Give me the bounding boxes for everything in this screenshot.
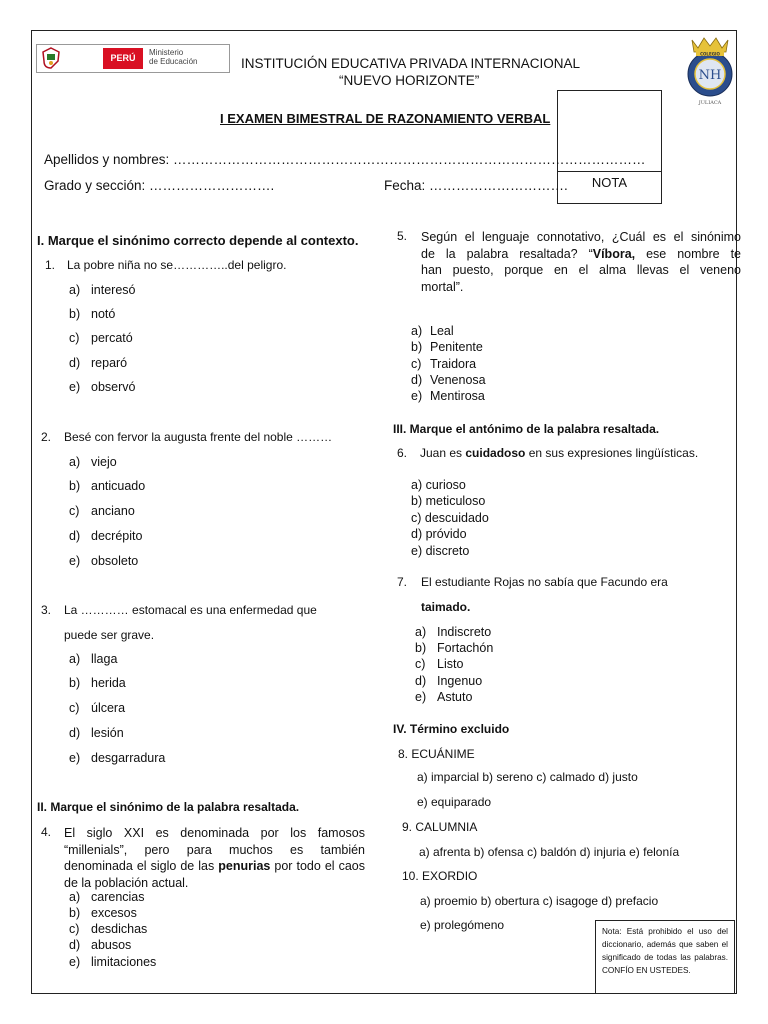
option[interactable]: b) meticuloso: [411, 494, 486, 508]
q5-text: Según el lenguaje connotativo, ¿Cuál es el sinónimo de la palabra resaltada? “Víbora, ese nombre te han puesto, porque en el alma llevas el veneno mortal”.: [421, 230, 741, 294]
option[interactable]: c) descuidado: [411, 511, 489, 525]
q7-number: 7.: [397, 575, 408, 589]
option[interactable]: a) Indiscreto: [415, 625, 492, 639]
grade-field[interactable]: Grado y sección: ……………………….: [44, 178, 275, 193]
option[interactable]: d) abusos: [69, 938, 132, 952]
option[interactable]: d) Ingenuo: [415, 674, 483, 688]
svg-text:COLEGIO: COLEGIO: [700, 51, 720, 57]
option[interactable]: b) anticuado: [69, 479, 146, 493]
option[interactable]: e) desgarradura: [69, 751, 166, 765]
option[interactable]: b) Penitente: [411, 340, 483, 354]
section1-title: I. Marque el sinónimo correcto depende al contexto.: [37, 233, 359, 248]
svg-text:JULIACA: JULIACA: [698, 100, 722, 106]
q3-text-line1: La ………… estomacal es una enfermedad que: [64, 603, 317, 617]
ministry-logo: [36, 44, 230, 73]
q10-head: 10. EXORDIO: [402, 869, 478, 883]
school-name: “NUEVO HORIZONTE”: [339, 73, 480, 88]
option[interactable]: d) decrépito: [69, 529, 143, 543]
q2-number: 2.: [41, 430, 52, 444]
school-crest-icon: [684, 34, 736, 106]
section2-title: II. Marque el sinónimo de la palabra resaltada.: [37, 800, 300, 814]
q5-number: 5.: [397, 229, 408, 243]
option[interactable]: a) llaga: [69, 652, 118, 666]
q9-options-line1: a) afrenta b) ofensa c) baldón d) injuria e) felonía: [419, 845, 680, 859]
option[interactable]: e) obsoleto: [69, 554, 139, 568]
option[interactable]: e) observó: [69, 380, 136, 394]
q9-head: 9. CALUMNIA: [402, 820, 478, 834]
option[interactable]: a) interesó: [69, 283, 136, 297]
option[interactable]: e) Mentirosa: [411, 389, 485, 403]
option[interactable]: c) Listo: [415, 657, 464, 671]
note-box: Nota: Está prohibido el uso del diccionario, además que saben el significado de todas las palabras. CONFÍO EN USTEDES.: [595, 920, 735, 994]
option[interactable]: a) Leal: [411, 324, 454, 338]
q3-text-line2: puede ser grave.: [64, 628, 155, 642]
option[interactable]: b) notó: [69, 307, 116, 321]
exam-title: I EXAMEN BIMESTRAL DE RAZONAMIENTO VERBAL: [220, 111, 551, 126]
q7-text-line2: taimado.: [421, 600, 471, 614]
option[interactable]: d) Venenosa: [411, 373, 486, 387]
option[interactable]: c) Traidora: [411, 357, 477, 371]
option[interactable]: d) lesión: [69, 726, 124, 740]
q7-text-line1: El estudiante Rojas no sabía que Facundo era: [421, 575, 668, 589]
q8-head: 8. ECUÁNIME: [398, 747, 475, 761]
section4-title: IV. Término excluido: [393, 722, 510, 736]
option[interactable]: b) excesos: [69, 906, 137, 920]
option[interactable]: c) desdichas: [69, 922, 148, 936]
grade-box: [557, 90, 662, 204]
option[interactable]: a) carencias: [69, 890, 145, 904]
ministry-label: Ministerio de Educación: [149, 48, 198, 66]
option[interactable]: c) percató: [69, 331, 133, 345]
option[interactable]: a) curioso: [411, 478, 466, 492]
option[interactable]: e) discreto: [411, 544, 470, 558]
svg-text:NH: NH: [698, 68, 722, 83]
option[interactable]: e) Astuto: [415, 690, 473, 704]
names-field[interactable]: Apellidos y nombres: ……………………………………………………………………………………………: [44, 152, 646, 167]
option[interactable]: a) viejo: [69, 455, 117, 469]
q10-options-line2: e) prolegómeno: [420, 918, 505, 932]
q8-options-line2: e) equiparado: [417, 795, 492, 809]
q10-options-line1: a) proemio b) obertura c) isagoge d) prefacio: [420, 894, 659, 908]
q1-text: La pobre niña no se…………..del peligro.: [67, 258, 287, 272]
peru-shield-icon: [39, 46, 63, 70]
q3-number: 3.: [41, 603, 52, 617]
q6-text: Juan es cuidadoso en sus expresiones lingüísticas.: [420, 446, 699, 460]
grade-box-label: NOTA: [591, 175, 628, 190]
option[interactable]: d) próvido: [411, 527, 467, 541]
option[interactable]: d) reparó: [69, 356, 128, 370]
option[interactable]: c) anciano: [69, 504, 135, 518]
option[interactable]: c) úlcera: [69, 701, 126, 715]
option[interactable]: b) Fortachón: [415, 641, 494, 655]
q2-text: Besé con fervor la augusta frente del noble ………: [64, 430, 333, 444]
option[interactable]: b) herida: [69, 676, 126, 690]
q6-number: 6.: [397, 446, 408, 460]
date-field[interactable]: Fecha: ………………………….: [384, 178, 568, 193]
q1-number: 1.: [45, 258, 56, 272]
peru-label: PERÚ: [103, 48, 143, 69]
option[interactable]: e) limitaciones: [69, 955, 157, 969]
q4-number: 4.: [41, 825, 52, 839]
section3-title: III. Marque el antónimo de la palabra resaltada.: [393, 422, 660, 436]
institution-name: INSTITUCIÓN EDUCATIVA PRIVADA INTERNACIONAL: [241, 56, 581, 71]
q8-options-line1: a) imparcial b) sereno c) calmado d) justo: [417, 770, 638, 784]
q4-text: El siglo XXI es denominada por los famosos “millenials”, pero para muchos es también denominada el siglo de las penurias por todo el caos de la población actual.: [64, 826, 365, 890]
